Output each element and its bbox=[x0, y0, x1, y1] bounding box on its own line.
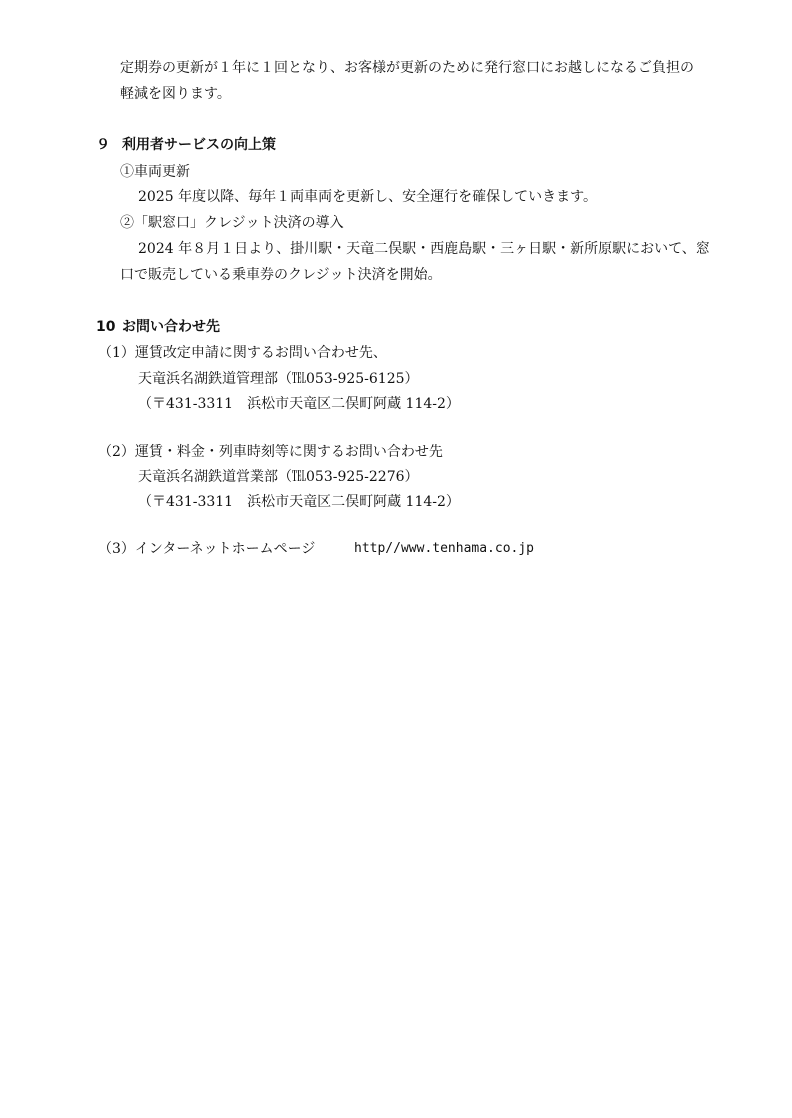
homepage-label: （3）インターネットホームページ bbox=[98, 541, 316, 557]
contact-2-department: 天竜浜名湖鉄道営業部（℡053-925-2276） bbox=[138, 469, 419, 485]
intro-line-1: 定期券の更新が１年に１回となり、お客様が更新のために発行窓口にお越しになるご負担の bbox=[120, 60, 694, 76]
section-9-item-2-line-1: 2024 年８月１日より、掛川駅・天竜二俣駅・西鹿島駅・三ヶ日駅・新所原駅において、窓 bbox=[138, 241, 710, 257]
section-10-number: 10 bbox=[96, 319, 116, 335]
section-9-number: ９ bbox=[96, 137, 110, 153]
section-9-title: 利用者サービスの向上策 bbox=[122, 137, 276, 153]
contact-2-label: （2）運賃・料金・列車時刻等に関するお問い合わせ先 bbox=[98, 444, 443, 460]
section-9-item-1-text: 2025 年度以降、毎年１両車両を更新し、安全運行を確保していきます。 bbox=[138, 189, 597, 205]
contact-2-address: （〒431-3311 浜松市天竜区二俣町阿蔵 114-2） bbox=[138, 494, 460, 510]
homepage-url[interactable]: http//www.tenhama.co.jp bbox=[354, 541, 535, 556]
intro-line-2: 軽減を図ります。 bbox=[120, 86, 231, 102]
contact-1-department: 天竜浜名湖鉄道管理部（℡053-925-6125） bbox=[138, 371, 419, 387]
section-9-heading bbox=[96, 135, 276, 155]
section-9-item-2-heading: ②「駅窓口」クレジット決済の導入 bbox=[120, 215, 344, 231]
contact-1-label: （1）運賃改定申請に関するお問い合わせ先、 bbox=[98, 345, 387, 361]
section-9-item-1-heading: ①車両更新 bbox=[120, 164, 190, 180]
section-10-title: お問い合わせ先 bbox=[122, 319, 220, 335]
section-9-item-2-line-2: 口で販売している乗車券のクレジット決済を開始。 bbox=[120, 267, 442, 283]
contact-1-address: （〒431-3311 浜松市天竜区二俣町阿蔵 114-2） bbox=[138, 396, 460, 412]
section-10-heading bbox=[96, 317, 220, 337]
